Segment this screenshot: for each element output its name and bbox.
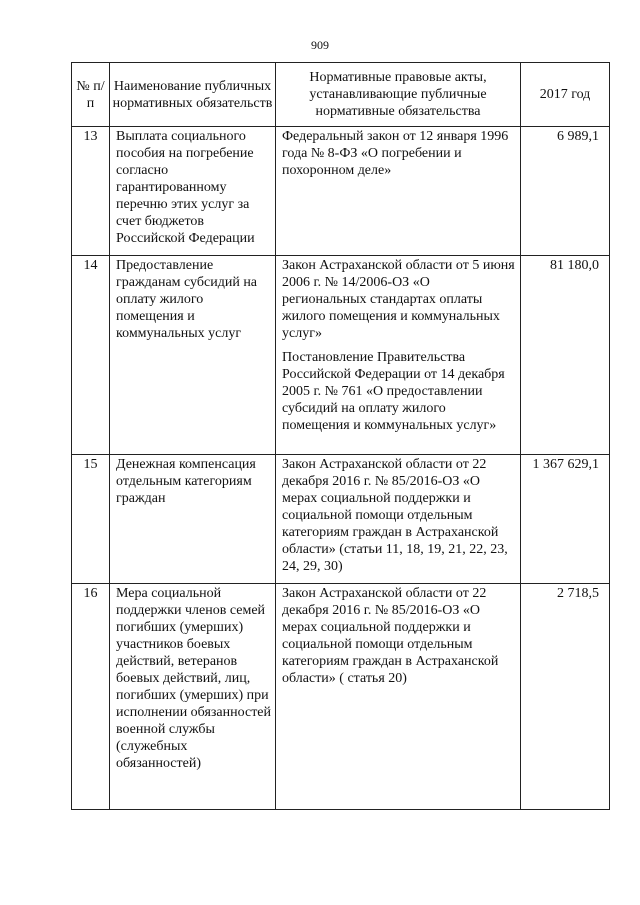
- table-row: [72, 127, 610, 256]
- header-year: 2017 год: [521, 63, 610, 127]
- row-number: 16: [72, 584, 110, 810]
- row-amount: 1 367 629,1: [521, 455, 610, 584]
- table-row: [72, 584, 610, 810]
- row-obligation-name: Денежная компенсация отдельным категориям граждан: [110, 455, 276, 584]
- header-legal-acts: Нормативные правовые акты, устанавливающие публичные нормативные обязательства: [276, 63, 521, 127]
- row-obligation-name: Выплата социального пособия на погребение согласно гарантированному перечню этих услуг за счет бюджетов Российской Федерации: [110, 127, 276, 256]
- header-row: [72, 63, 610, 127]
- table-header: [72, 63, 610, 127]
- row-number: 15: [72, 455, 110, 584]
- row-obligation-name: Предоставление гражданам субсидий на оплату жилого помещения и коммунальных услуг: [110, 256, 276, 455]
- row-amount: 81 180,0: [521, 256, 610, 455]
- row-legal-acts: [276, 256, 521, 455]
- header-number: № п/п: [72, 63, 110, 127]
- legal-act: Закон Астраханской области от 5 июня 2006 г. № 14/2006-ОЗ «О региональных стандартах оплаты жилого помещения и коммунальных услуг»: [282, 258, 515, 341]
- obligations-table: [71, 62, 610, 810]
- row-number: 13: [72, 127, 110, 256]
- row-legal-acts: [276, 127, 521, 256]
- legal-act: Федеральный закон от 12 января 1996 года № 8-ФЗ «О погребении и похоронном деле»: [282, 129, 509, 178]
- row-legal-acts: [276, 584, 521, 810]
- row-amount: 2 718,5: [521, 584, 610, 810]
- table-row: [72, 455, 610, 584]
- legal-act: Закон Астраханской области от 22 декабря 2016 г. № 85/2016-ОЗ «О мерах социальной поддержки и социальной помощи отдельным категориям граждан в Астраханской области» ( статья 20): [282, 586, 499, 686]
- table-row: [72, 256, 610, 455]
- page-number: 909: [311, 38, 329, 52]
- legal-act: Закон Астраханской области от 22 декабря 2016 г. № 85/2016-ОЗ «О мерах социальной поддержки и социальной помощи отдельным категориям граждан в Астраханской области» (статьи 11, 18, 19, 21, 22, 23, 24, 29, 30): [282, 457, 508, 574]
- header-obligation-name: Наименование публичных нормативных обязательств: [110, 63, 276, 127]
- row-number: 14: [72, 256, 110, 455]
- legal-act: Постановление Правительства Российской Федерации от 14 декабря 2005 г. № 761 «О предоставлении субсидий на оплату жилого помещения и коммунальных услуг»: [282, 350, 505, 433]
- row-legal-acts: [276, 455, 521, 584]
- row-obligation-name: Мера социальной поддержки членов семей погибших (умерших) участников боевых действий, ветеранов боевых действий, лиц, погибших (умерших) при исполнении обязанностей военной службы (служебных обязанностей): [110, 584, 276, 810]
- row-amount: 6 989,1: [521, 127, 610, 256]
